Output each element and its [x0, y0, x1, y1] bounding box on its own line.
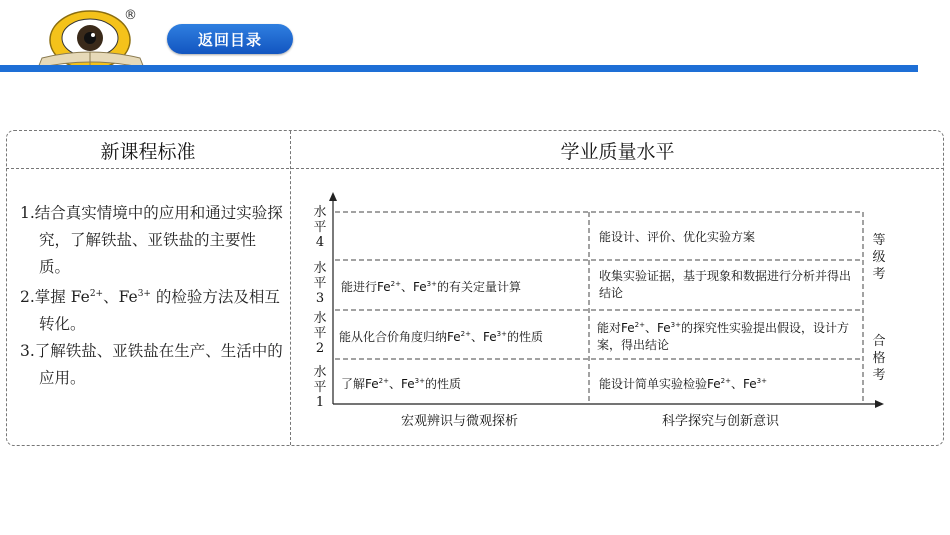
level-1-label: 水 平 1	[313, 365, 327, 410]
standard-item-3: 3.了解铁盐、亚铁盐在生产、生活中的应用。	[20, 342, 283, 388]
side-label-pass-exam: 合 格 考	[872, 334, 886, 383]
side-label-graded-exam: 等 级 考	[872, 233, 886, 282]
cell-l2-inquiry: 能对$Fe^{2+}$、$Fe^{3+}$的探究性实验提出假设，设计方案，得出结论	[597, 321, 849, 352]
standard-item-2: 2.掌握 $Fe^{2+}$、$Fe^{3+}$ 的检验方法及相互转化。	[20, 288, 280, 334]
level-3-label: 水 平 3	[313, 261, 327, 306]
cell-l3-inquiry: 收集实验证据，基于现象和数据进行分析并得出结论	[599, 269, 852, 300]
col-title-standards: 新课程标准	[100, 141, 196, 163]
back-to-contents-button[interactable]: 返回目录	[167, 24, 293, 54]
level-4-label: 水 平 4	[313, 205, 327, 250]
cell-l4-inquiry: 能设计、评价、优化实验方案	[599, 230, 756, 244]
standard-item-1: 1.结合真实情境中的应用和通过实验探究，了解铁盐、亚铁盐的主要性质。	[20, 204, 283, 276]
cell-l1-macro: 了解$Fe^{2+}$、$Fe^{3+}$的性质	[341, 377, 461, 391]
table-header-divider	[6, 168, 944, 169]
x-label-inquiry: 科学探究与创新意识	[662, 414, 780, 429]
table-column-divider	[290, 131, 291, 445]
registered-mark: ®	[124, 8, 137, 23]
cell-l1-inquiry: 能设计简单实验检验$Fe^{2+}$、$Fe^{3+}$	[599, 377, 767, 391]
standards-list	[20, 200, 285, 392]
level-2-label: 水 平 2	[313, 311, 327, 356]
cell-l3-macro: 能进行$Fe^{2+}$、$Fe^{3+}$的有关定量计算	[341, 280, 521, 294]
cell-l2-macro: 能从化合价角度归纳$Fe^{2+}$、$Fe^{3+}$的性质	[339, 330, 543, 344]
x-label-macro: 宏观辨识与微观探析	[401, 414, 519, 429]
col-title-quality: 学业质量水平	[560, 141, 675, 163]
header-bar	[0, 65, 918, 72]
